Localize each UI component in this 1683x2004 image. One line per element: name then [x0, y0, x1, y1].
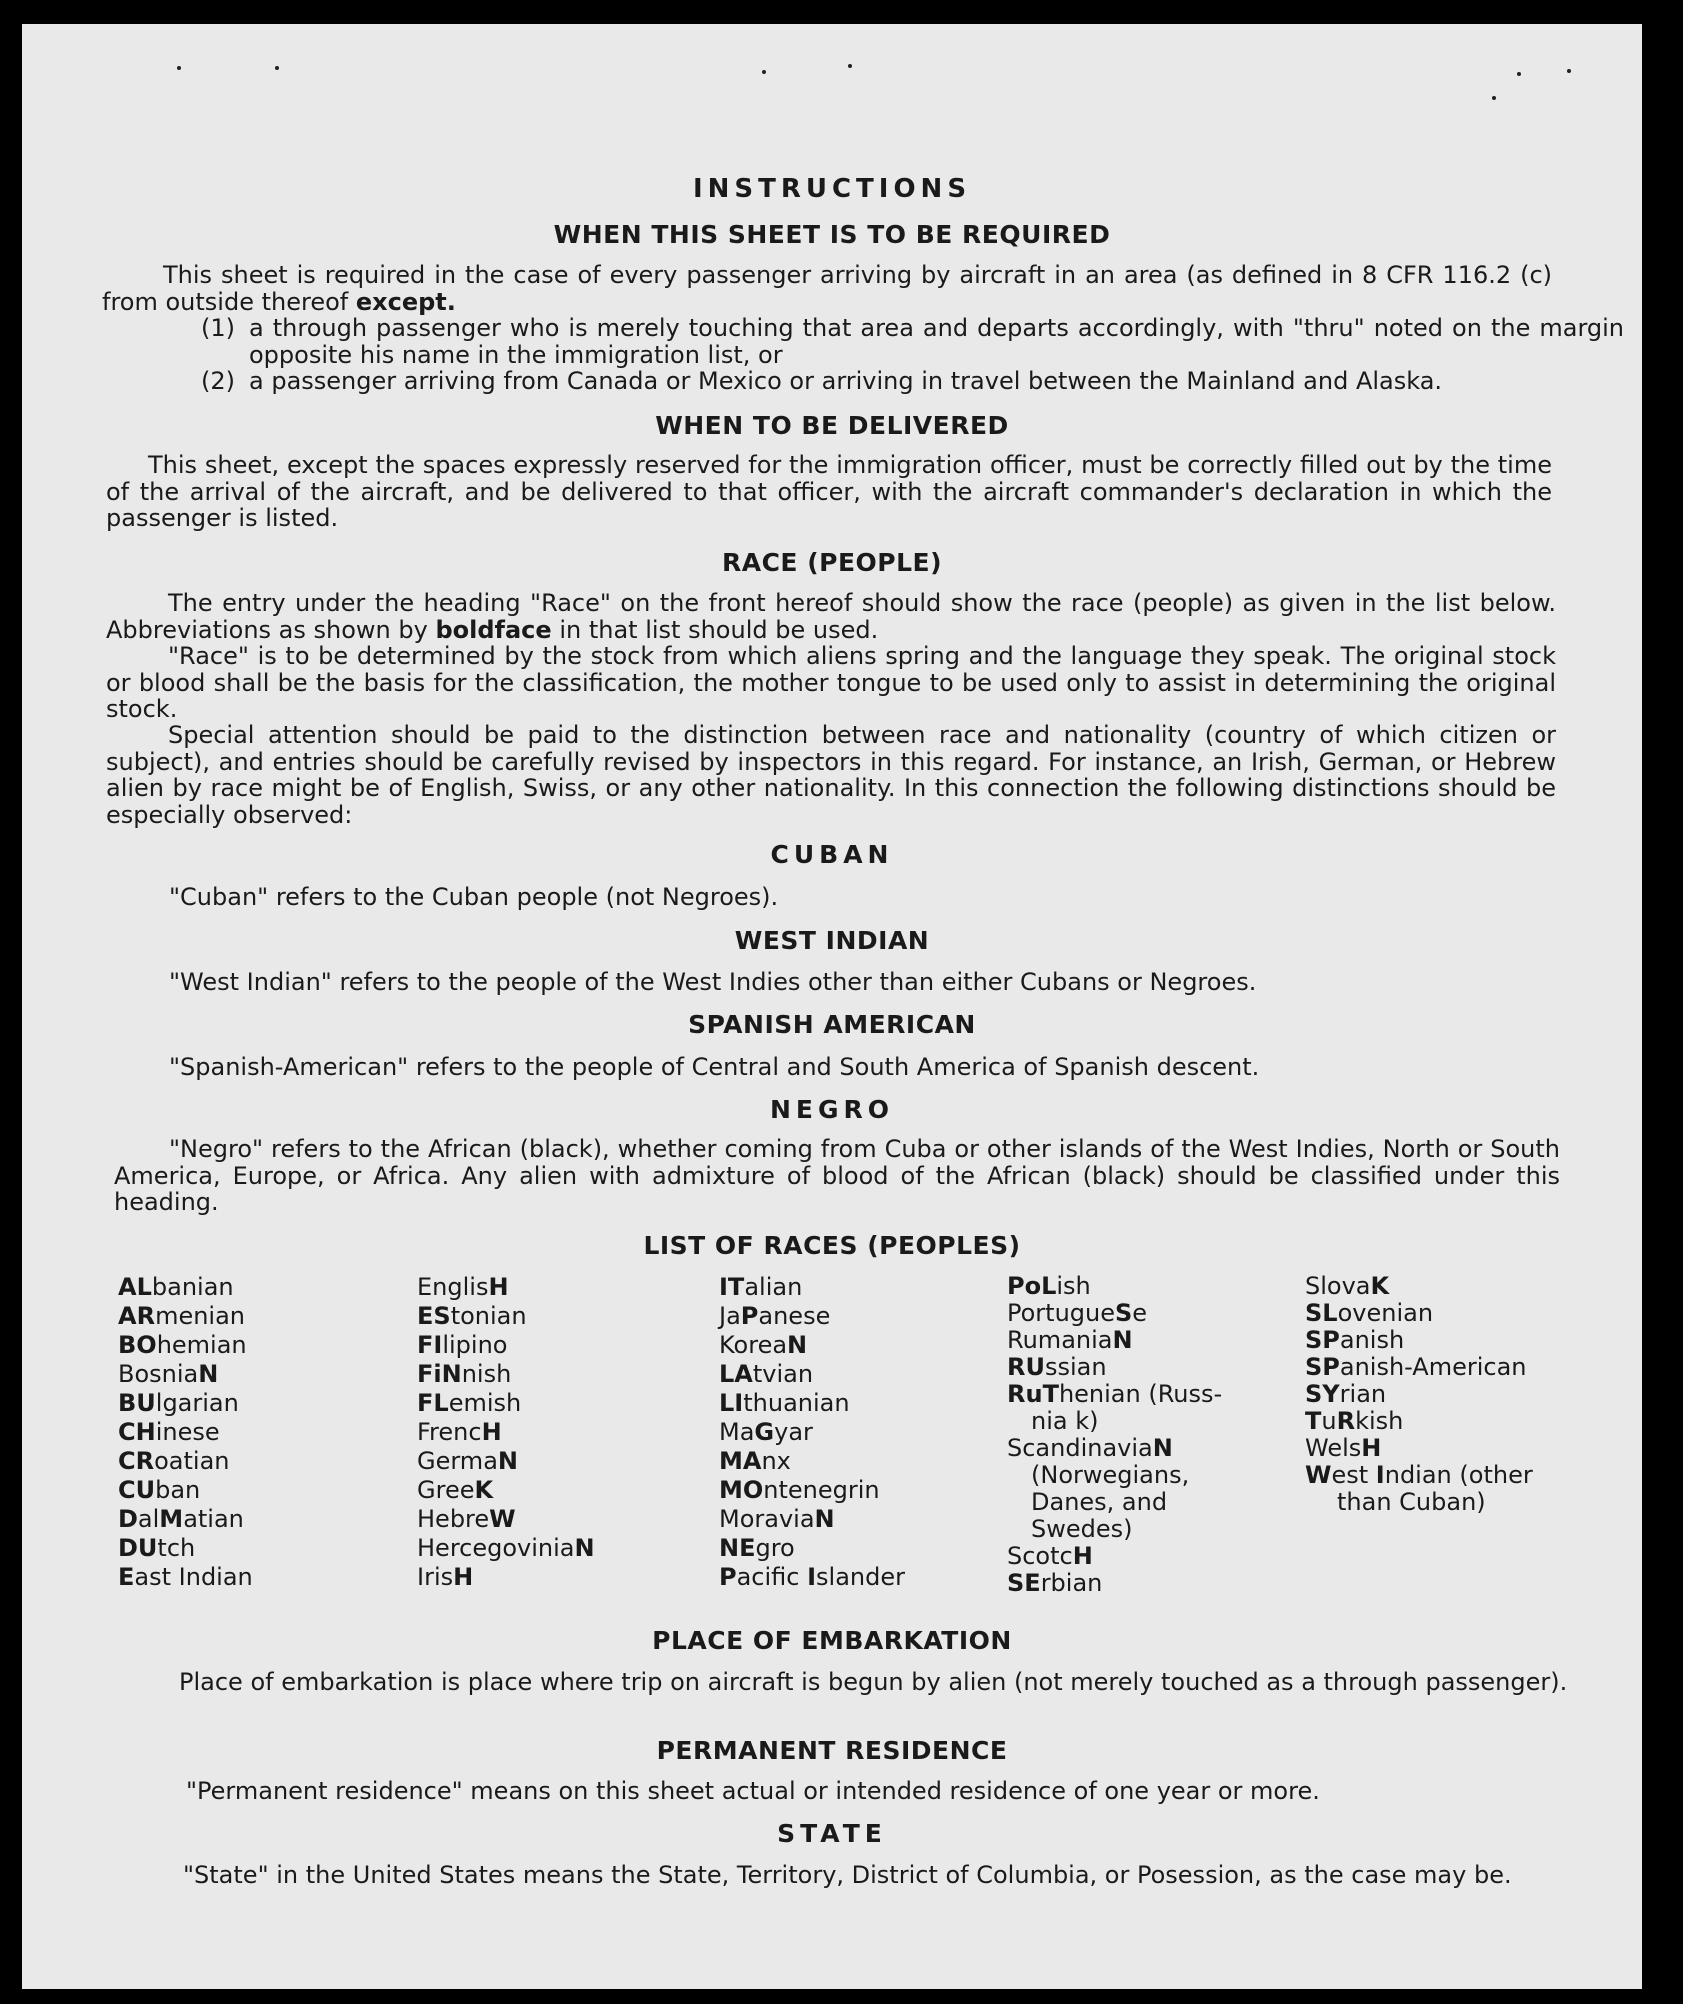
when-delivered-text: This sheet, except the spaces expressly reserved for the immigration officer, must be correctly filled out by the time of the arrival of the aircraft, and be delivered to that officer, with the aircraft commander's declaration in which the passenger is listed.	[106, 451, 1552, 532]
embarkation-text: Place of embarkation is place where trip on aircraft is begun by alien (not merely touched as a through passenger).	[179, 1668, 1568, 1696]
when-required-item-2: (2) a passenger arriving from Canada or Mexico or arriving in travel between the Mainland and Alaska.	[201, 367, 1443, 395]
race-entry: CUban	[118, 1476, 201, 1504]
race-list-column-3	[719, 1273, 905, 1592]
spanish-american-text: "Spanish-American" refers to the people of Central and South America of Spanish descent.	[169, 1053, 1260, 1081]
race-list-column-5	[1305, 1273, 1533, 1516]
race-entry: MAnx	[719, 1447, 791, 1475]
race-entry: RUssian	[1007, 1353, 1107, 1381]
race-entry: LAtvian	[719, 1360, 814, 1388]
race-entry: ITalian	[719, 1273, 803, 1301]
race-entry: SPanish	[1305, 1326, 1405, 1354]
race-entry: IrisH	[417, 1563, 474, 1591]
race-entry: SLovenian	[1305, 1299, 1434, 1327]
when-required-item-1: (1) a through passenger who is merely touching that area and departs accordingly, with "thru" noted on the margin opposite his name in the immigration list, or	[201, 314, 1624, 369]
heading-permanent-residence: PERMANENT RESIDENCE	[656, 1736, 1008, 1765]
race-entry: nia k)	[1031, 1407, 1099, 1435]
heading-race: RACE (PEOPLE)	[721, 548, 943, 577]
title: INSTRUCTIONS	[692, 174, 972, 204]
race-entry: GermaN	[417, 1447, 518, 1475]
race-entry: MaGyar	[719, 1418, 813, 1446]
race-entry: BosniaN	[118, 1360, 219, 1388]
heading-spanish-american: SPANISH AMERICAN	[688, 1010, 976, 1039]
state-text: "State" in the United States means the State, Territory, District of Columbia, or Posession, as the case may be.	[183, 1861, 1512, 1889]
race-paragraph-3: Special attention should be paid to the distinction between race and nationality (country of which citizen or subject), and entries should be carefully revised by inspectors in this regard. For instance, an Irish, German, or Hebrew alien by race might be of English, Swiss, or any other nationality. In this connection the following distinctions should be especially observed:	[106, 721, 1556, 829]
race-entry: MoraviaN	[719, 1505, 835, 1533]
permanent-residence-text: "Permanent residence" means on this sheet actual or intended residence of one year or more.	[186, 1777, 1320, 1805]
race-entry: RuThenian (Russ-	[1007, 1380, 1223, 1408]
race-list-column-1	[118, 1273, 253, 1592]
heading-list-of-races: LIST OF RACES (PEOPLES)	[643, 1231, 1021, 1260]
race-entry: FIlipino	[417, 1331, 508, 1359]
heading-negro: NEGRO	[769, 1095, 895, 1124]
race-entry: MOntenegrin	[719, 1476, 880, 1504]
race-entry: LIthuanian	[719, 1389, 850, 1417]
race-entry: NEgro	[719, 1534, 795, 1562]
west-indian-text: "West Indian" refers to the people of the West Indies other than either Cubans or Negroes.	[169, 968, 1257, 996]
cuban-text: "Cuban" refers to the Cuban people (not Negroes).	[169, 883, 779, 911]
heading-place-of-embarkation: PLACE OF EMBARKATION	[652, 1626, 1012, 1655]
race-entry: than Cuban)	[1337, 1488, 1486, 1516]
negro-text: "Negro" refers to the African (black), whether coming from Cuba or other islands of the West Indies, North or South America, Europe, or Africa. Any alien with admixture of blood of the African (black) should be classified under this heading.	[114, 1135, 1560, 1216]
race-entry: SlovaK	[1305, 1272, 1390, 1300]
race-entry: JaPanese	[719, 1302, 831, 1330]
race-entry: SYrian	[1305, 1380, 1387, 1408]
race-entry: FLemish	[417, 1389, 522, 1417]
race-entry: BOhemian	[118, 1331, 247, 1359]
race-paragraph-2: "Race" is to be determined by the stock from which aliens spring and the language they speak. The original stock or blood shall be the basis for the classification, the mother tongue to be used only to assist in determining the original stock.	[106, 642, 1556, 723]
race-entry: SErbian	[1007, 1569, 1103, 1597]
race-entry: FiNnish	[417, 1360, 512, 1388]
race-entry: HercegoviniaN	[417, 1534, 595, 1562]
race-entry: FrencH	[417, 1418, 502, 1446]
race-entry: DalMatian	[118, 1505, 244, 1533]
race-entry: Danes, and	[1031, 1488, 1168, 1516]
when-required-intro: This sheet is required in the case of every passenger arriving by aircraft in an area (as defined in 8 CFR 116.2 (c) from outside thereof except.	[102, 261, 1552, 316]
heading-west-indian: WEST INDIAN	[734, 926, 930, 955]
heading-when-delivered: WHEN TO BE DELIVERED	[655, 411, 1009, 440]
race-entry: HebreW	[417, 1505, 516, 1533]
race-entry: RumaniaN	[1007, 1326, 1133, 1354]
race-entry: Swedes)	[1031, 1515, 1133, 1543]
race-entry: TuRkish	[1305, 1407, 1404, 1435]
race-entry: ALbanian	[118, 1273, 234, 1301]
heading-when-required: WHEN THIS SHEET IS TO BE REQUIRED	[553, 220, 1111, 249]
race-list-column-4	[1007, 1273, 1222, 1597]
race-paragraph-1: The entry under the heading "Race" on the front hereof should show the race (people) as given in the list below. Abbreviations as shown by boldface in that list should be used.	[106, 589, 1556, 644]
race-entry: (Norwegians,	[1031, 1461, 1190, 1489]
race-entry: ScandinaviaN	[1007, 1434, 1173, 1462]
race-entry: ScotcH	[1007, 1542, 1093, 1570]
race-entry: East Indian	[118, 1563, 253, 1591]
race-entry: EnglisH	[417, 1273, 509, 1301]
race-entry: SPanish-American	[1305, 1353, 1527, 1381]
race-entry: DUtch	[118, 1534, 196, 1562]
heading-cuban: CUBAN	[770, 840, 894, 869]
race-entry: PortugueSe	[1007, 1299, 1148, 1327]
race-entry: GreeK	[417, 1476, 494, 1504]
race-entry: PoLish	[1007, 1272, 1091, 1300]
race-entry: KoreaN	[719, 1331, 808, 1359]
heading-state: STATE	[777, 1819, 887, 1848]
race-entry: BUlgarian	[118, 1389, 239, 1417]
race-entry: EStonian	[417, 1302, 527, 1330]
document-page	[22, 24, 1642, 1989]
race-entry: Pacific Islander	[719, 1563, 906, 1591]
race-list-column-2	[417, 1273, 595, 1592]
race-entry: ARmenian	[118, 1302, 246, 1330]
race-entry: West Indian (other	[1305, 1461, 1533, 1489]
race-entry: WelsH	[1305, 1434, 1382, 1462]
race-entry: CRoatian	[118, 1447, 230, 1475]
race-entry: CHinese	[118, 1418, 220, 1446]
